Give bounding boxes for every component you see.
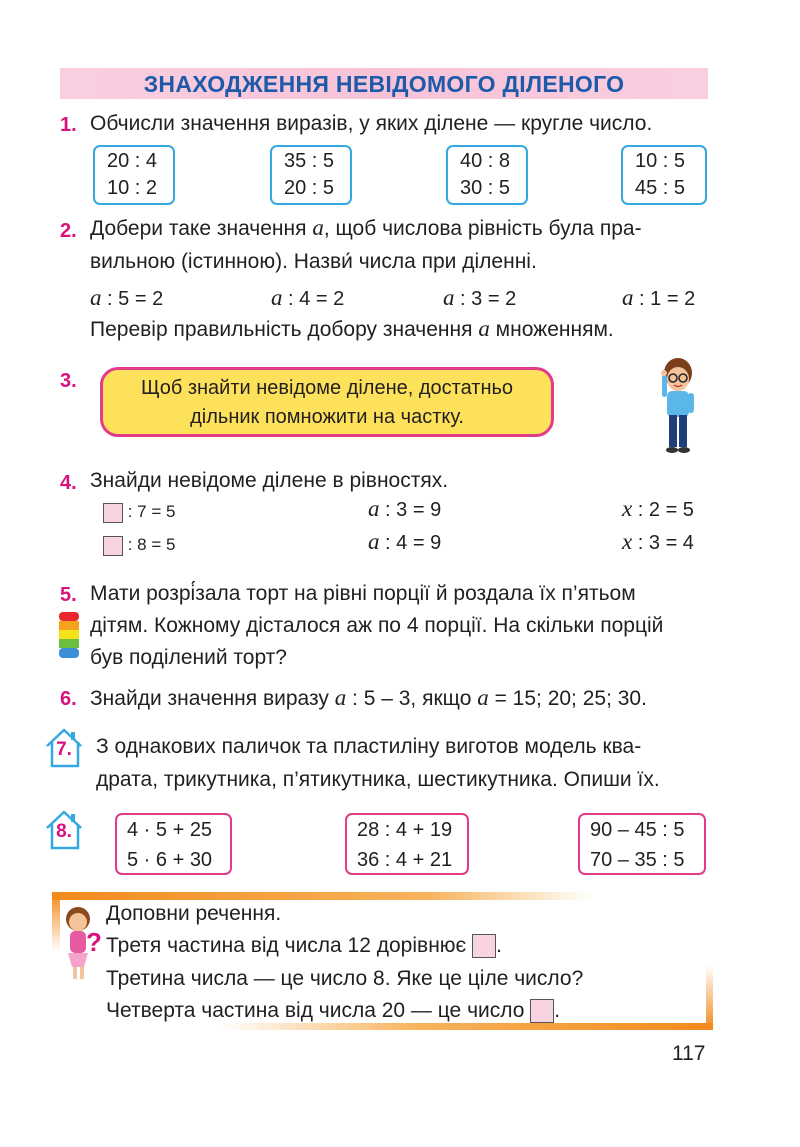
expression: 28 : 4 + 19 xyxy=(357,819,453,841)
expression: 5 · 6 + 30 xyxy=(127,849,213,871)
frame-border xyxy=(706,965,713,1030)
expression: 10 : 2 xyxy=(107,177,158,199)
page-number: 117 xyxy=(672,1042,706,1065)
task-1-box-3 xyxy=(446,145,528,205)
task-4-equation: a : 4 = 9 xyxy=(368,529,442,554)
task-1-text: Обчисли значення виразів, у яких ділене — кругле число. xyxy=(90,112,653,135)
expression: 20 : 5 xyxy=(284,177,335,199)
task-4-equation: x : 2 = 5 xyxy=(622,496,694,521)
task-8-number: 8. xyxy=(56,821,72,842)
frame-border xyxy=(52,892,60,952)
task-8-box-1 xyxy=(115,813,232,875)
expression: 90 – 45 : 5 xyxy=(590,819,685,841)
title-bar xyxy=(60,68,708,99)
task-4-box-equation: : 8 = 5 xyxy=(103,535,175,556)
rule-line-2: дільник помножити на частку. xyxy=(190,406,464,428)
bonus-line-1: Доповни речення. xyxy=(106,902,282,925)
boy-illustration xyxy=(650,355,706,455)
bonus-line-4: Четверта частина від числа 20 — це число . xyxy=(106,999,561,1022)
task-4-box-equation: : 7 = 5 xyxy=(103,502,175,523)
task-2-line-1: Добери таке значення a, щоб числова рівність була пра- xyxy=(90,215,642,240)
page-title: ЗНАХОДЖЕННЯ НЕВІДОМОГО ДІЛЕНОГО xyxy=(143,71,625,97)
task-4-equation: a : 3 = 9 xyxy=(368,496,442,521)
task-4-text: Знайди невідоме ділене в рівностях. xyxy=(90,469,449,492)
expression: 10 : 5 xyxy=(635,150,686,172)
task-1-box-2 xyxy=(270,145,352,205)
task-1-number: 1. xyxy=(60,114,77,136)
task-5-line-1: Мати розрі́зала торт на рівні порції й роздала їх п’ятьом xyxy=(90,582,636,605)
bonus-line-2: Третя частина від числа 12 дорівнює . xyxy=(106,934,502,957)
svg-text:?: ? xyxy=(86,927,102,957)
task-7-number-wrap xyxy=(44,726,84,768)
expression: 40 : 8 xyxy=(460,150,511,172)
task-8-number-wrap xyxy=(44,808,84,850)
girl-question-illustration xyxy=(60,905,104,983)
task-6-number: 6. xyxy=(60,688,77,710)
task-8-box-3 xyxy=(578,813,706,875)
answer-box[interactable] xyxy=(530,999,554,1023)
task-2-equation: a : 3 = 2 xyxy=(443,285,517,310)
task-6-text: Знайди значення виразу a : 5 – 3, якщо a = 15; 20; 25; 30. xyxy=(90,685,647,710)
variable-a: a xyxy=(312,215,324,240)
task-5-line-2: дітям. Кожному дісталося аж по 4 порції. На скільки порцій xyxy=(90,614,664,637)
expression: 20 : 4 xyxy=(107,150,158,172)
expression: 70 – 35 : 5 xyxy=(590,849,685,871)
task-1-box-4 xyxy=(621,145,707,205)
task-1-box-1 xyxy=(93,145,175,205)
task-4-equation: x : 3 = 4 xyxy=(622,529,694,554)
task-5-line-3: був поділений торт? xyxy=(90,646,287,669)
task-7-number: 7. xyxy=(56,739,72,760)
answer-box[interactable] xyxy=(472,934,496,958)
task-7-line-2: драта, трикутника, п’ятикутника, шестикутника. Опиши їх. xyxy=(96,768,660,791)
task-7-line-1: З однакових паличок та пластиліну виготов модель ква- xyxy=(96,735,642,758)
task-2-check: Перевір правильність добору значення a множенням. xyxy=(90,316,614,341)
answer-box[interactable] xyxy=(103,536,123,556)
expression: 30 : 5 xyxy=(460,177,511,199)
expression: 35 : 5 xyxy=(284,150,335,172)
rainbow-pencil-icon xyxy=(58,611,80,659)
task-4-number: 4. xyxy=(60,472,77,494)
rule-box xyxy=(100,367,554,437)
task-2-number: 2. xyxy=(60,220,77,242)
expression: 45 : 5 xyxy=(635,177,686,199)
task-2-equation: a : 4 = 2 xyxy=(271,285,345,310)
task-2-equation: a : 5 = 2 xyxy=(90,285,164,310)
answer-box[interactable] xyxy=(103,503,123,523)
task-3-number: 3. xyxy=(60,370,77,392)
expression: 4 · 5 + 25 xyxy=(127,819,213,841)
bonus-line-3: Третина числа — це число 8. Яке це ціле число? xyxy=(106,967,584,990)
rule-line-1: Щоб знайти невідоме ділене, достатньо xyxy=(140,377,514,399)
expression: 36 : 4 + 21 xyxy=(357,849,453,871)
task-2-line-2: вильною (істинною). Назви́ числа при діленні. xyxy=(90,250,537,273)
task-2-equation: a : 1 = 2 xyxy=(622,285,696,310)
task-5-number: 5. xyxy=(60,584,77,606)
task-8-box-2 xyxy=(345,813,469,875)
